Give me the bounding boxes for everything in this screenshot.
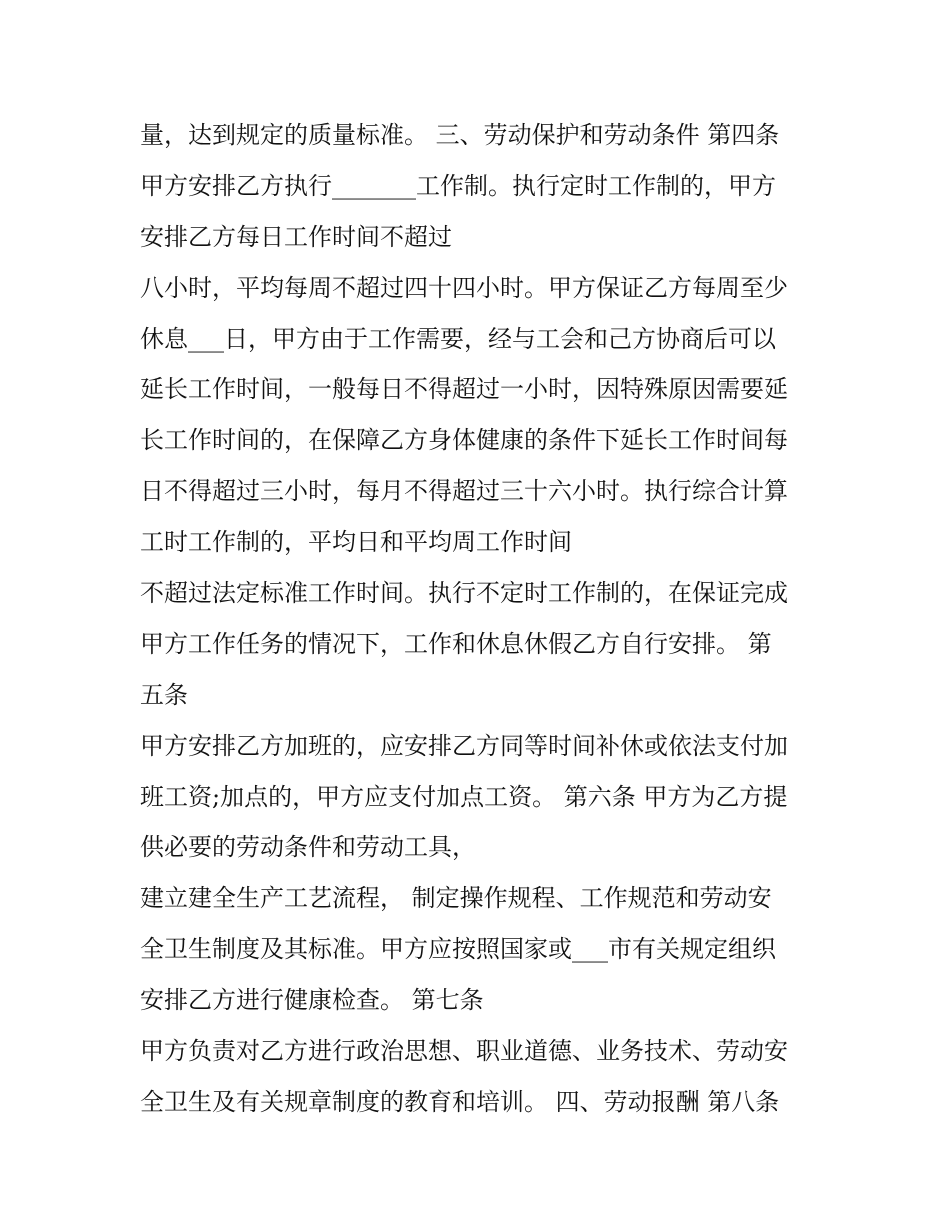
text-line: 延长工作时间，一般每日不得超过一小时，因特殊原因需要延 (140, 375, 788, 404)
text-line: 甲方负责对乙方进行政治思想、职业道德、业务技术、劳动安 (140, 1037, 788, 1066)
text-line: 全卫生及有关规章制度的教育和培训。 四、劳动报酬 第八条 (140, 1087, 780, 1116)
text-line: 量，达到规定的质量标准。 三、劳动保护和劳动条件 第四条 (140, 121, 780, 149)
text-line: 供必要的劳动条件和劳动工具， (140, 833, 476, 862)
text-line: 建立建全生产工艺流程， 制定操作规程、工作规范和劳动安 (140, 884, 772, 913)
text-line: 班工资;加点的，甲方应支付加点工资。 第六条 甲方为乙方提 (140, 782, 788, 811)
text-line: 不超过法定标准工作时间。执行不定时工作制的，在保证完成 (140, 579, 788, 608)
text-line: 安排乙方进行健康检查。 第七条 (140, 986, 484, 1015)
text-line: 甲方安排乙方执行_______工作制。执行定时工作制的，甲方 (140, 171, 776, 200)
text-line: 八小时，平均每周不超过四十四小时。甲方保证乙方每周至少 (140, 273, 788, 302)
text-line: 甲方安排乙方加班的，应安排乙方同等时间补休或依法支付加 (140, 731, 788, 760)
text-line: 长工作时间的，在保障乙方身体健康的条件下延长工作时间每 (140, 426, 788, 455)
text-line: 安排乙方每日工作时间不超过 (140, 222, 452, 251)
text-line: 休息___日，甲方由于工作需要，经与工会和己方协商后可以 (140, 324, 776, 353)
text-line: 甲方工作任务的情况下，工作和休息休假乙方自行安排。 第 (140, 629, 772, 658)
text-line: 日不得超过三小时，每月不得超过三十六小时。执行综合计算 (140, 477, 788, 506)
text-line: 全卫生制度及其标准。甲方应按照国家或___市有关规定组织 (140, 935, 776, 964)
text-line: 工时工作制的，平均日和平均周工作时间 (140, 528, 572, 557)
document-body (140, 110, 820, 1128)
text-line: 五条 (140, 680, 188, 709)
